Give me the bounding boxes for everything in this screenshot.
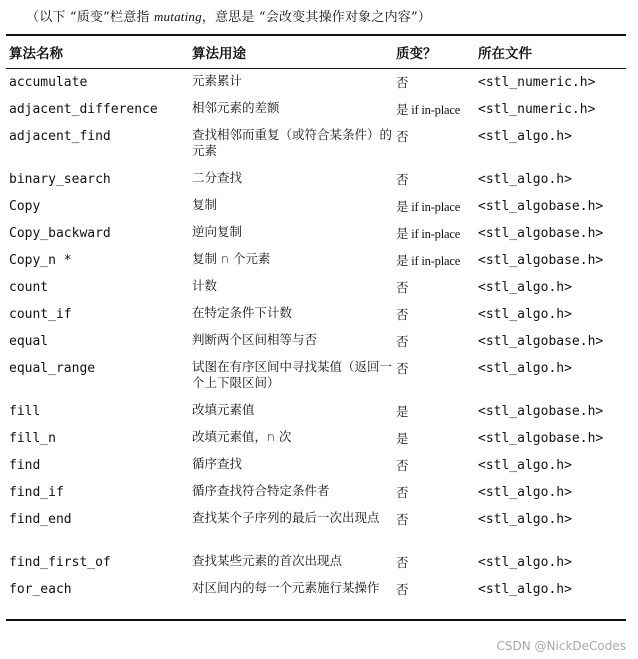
cell-file: <stl_algo.h> bbox=[478, 280, 572, 295]
cell-mutating: 否 bbox=[396, 130, 409, 144]
cell-name: accumulate bbox=[9, 75, 88, 90]
cell-usage: 复制 n 个元素 bbox=[192, 251, 271, 266]
cell-file: <stl_algobase.h> bbox=[478, 334, 604, 349]
cell-mutating: 否 bbox=[396, 583, 409, 597]
table-row bbox=[6, 274, 626, 301]
cell-file: <stl_numeric.h> bbox=[478, 75, 596, 90]
cell-file: <stl_algo.h> bbox=[478, 361, 572, 376]
cell-usage: 试图在有序区间中寻找某值（返回一个上下限区间） bbox=[192, 359, 393, 390]
cell-name: Copy_backward bbox=[9, 226, 111, 241]
cell-name: fill bbox=[9, 404, 41, 419]
cell-usage: 查找相邻而重复（或符合某条件）的元素 bbox=[192, 127, 393, 158]
cell-mutating: 否 bbox=[396, 335, 409, 349]
caption-suffix: ，意思是 “会改变其操作对象之内容”） bbox=[201, 10, 432, 25]
cell-usage: 查找某个子序列的最后一次出现点 bbox=[192, 510, 380, 525]
cell-usage: 改填元素值 bbox=[192, 402, 255, 417]
table-row bbox=[6, 96, 626, 123]
cell-name: find_if bbox=[9, 485, 64, 500]
cell-usage: 改填元素值，n 次 bbox=[192, 429, 292, 444]
cell-usage: 判断两个区间相等与否 bbox=[192, 332, 318, 347]
caption-italic: mutating bbox=[153, 9, 202, 24]
cell-name: Copy bbox=[9, 199, 41, 214]
cell-name: fill_n bbox=[9, 431, 56, 446]
cell-mutating: 否 bbox=[396, 281, 409, 295]
cell-name: for_each bbox=[9, 582, 72, 597]
cell-name: equal bbox=[9, 334, 49, 349]
cell-usage: 元素累计 bbox=[192, 73, 243, 88]
table-row bbox=[6, 355, 626, 398]
cell-mutating: 是 bbox=[396, 405, 409, 419]
cell-name: find_end bbox=[9, 512, 72, 527]
cell-file: <stl_algo.h> bbox=[478, 172, 572, 187]
cell-file: <stl_algo.h> bbox=[478, 555, 572, 570]
cell-file: <stl_algo.h> bbox=[478, 582, 572, 597]
caption-prefix: （以下 “质变”栏意指 bbox=[26, 10, 150, 25]
cell-mutating: 是 if in-place bbox=[396, 200, 461, 214]
cell-usage: 相邻元素的差额 bbox=[192, 100, 280, 115]
table-row bbox=[6, 220, 626, 247]
cell-file: <stl_algobase.h> bbox=[478, 199, 604, 214]
header-mutating: 质变？ bbox=[396, 46, 437, 62]
cell-file: <stl_algo.h> bbox=[478, 458, 572, 473]
cell-mutating: 否 bbox=[396, 459, 409, 473]
cell-mutating: 否 bbox=[396, 76, 409, 90]
cell-file: <stl_algo.h> bbox=[478, 485, 572, 500]
cell-mutating: 是 if in-place bbox=[396, 227, 461, 241]
cell-usage: 逆向复制 bbox=[192, 224, 243, 239]
caption bbox=[26, 6, 431, 25]
table-row bbox=[6, 549, 626, 576]
watermark: CSDN @NickDeCodes bbox=[496, 639, 626, 653]
table-row bbox=[6, 452, 626, 479]
cell-usage: 查找某些元素的首次出现点 bbox=[192, 553, 343, 568]
cell-file: <stl_algobase.h> bbox=[478, 226, 604, 241]
table-row bbox=[6, 398, 626, 425]
cell-name: adjacent_find bbox=[9, 129, 111, 144]
table-row bbox=[6, 123, 626, 166]
cell-name: count_if bbox=[9, 307, 72, 322]
header-name: 算法名称 bbox=[9, 46, 63, 62]
cell-mutating: 否 bbox=[396, 486, 409, 500]
cell-usage: 二分查找 bbox=[192, 170, 243, 185]
header-usage: 算法用途 bbox=[192, 46, 246, 62]
table-row bbox=[6, 425, 626, 452]
cell-mutating: 否 bbox=[396, 173, 409, 187]
table-row bbox=[6, 247, 626, 274]
cell-mutating: 否 bbox=[396, 556, 409, 570]
table-row bbox=[6, 479, 626, 506]
table-bottom-rule bbox=[6, 619, 626, 621]
table-header bbox=[6, 36, 626, 68]
cell-usage: 复制 bbox=[192, 197, 218, 212]
table-row bbox=[6, 166, 626, 193]
cell-mutating: 否 bbox=[396, 513, 409, 527]
table-row bbox=[6, 506, 626, 549]
cell-usage: 循序查找 bbox=[192, 456, 243, 471]
cell-name: binary_search bbox=[9, 172, 111, 187]
cell-file: <stl_algo.h> bbox=[478, 129, 572, 144]
algorithm-table bbox=[6, 34, 626, 621]
cell-mutating: 是 if in-place bbox=[396, 254, 461, 268]
cell-file: <stl_algobase.h> bbox=[478, 253, 604, 268]
cell-file: <stl_algobase.h> bbox=[478, 431, 604, 446]
cell-mutating: 否 bbox=[396, 362, 409, 376]
cell-name: find bbox=[9, 458, 41, 473]
cell-mutating: 是 bbox=[396, 432, 409, 446]
cell-name: Copy_n * bbox=[9, 253, 72, 268]
table-row bbox=[6, 301, 626, 328]
cell-name: adjacent_difference bbox=[9, 102, 158, 117]
table-row bbox=[6, 193, 626, 220]
cell-usage: 对区间内的每一个元素施行某操作 bbox=[192, 580, 380, 595]
cell-name: count bbox=[9, 280, 49, 295]
cell-usage: 在特定条件下计数 bbox=[192, 305, 293, 320]
cell-file: <stl_numeric.h> bbox=[478, 102, 596, 117]
header-file: 所在文件 bbox=[478, 46, 532, 62]
cell-usage: 循序查找符合特定条件者 bbox=[192, 483, 330, 498]
cell-mutating: 否 bbox=[396, 308, 409, 322]
cell-file: <stl_algo.h> bbox=[478, 512, 572, 527]
cell-file: <stl_algobase.h> bbox=[478, 404, 604, 419]
cell-file: <stl_algo.h> bbox=[478, 307, 572, 322]
table-row bbox=[6, 576, 626, 619]
table-row bbox=[6, 328, 626, 355]
cell-usage: 计数 bbox=[192, 278, 218, 293]
cell-name: equal_range bbox=[9, 361, 96, 376]
table-row bbox=[6, 69, 626, 96]
cell-mutating: 是 if in-place bbox=[396, 103, 461, 117]
cell-name: find_first_of bbox=[9, 555, 111, 570]
